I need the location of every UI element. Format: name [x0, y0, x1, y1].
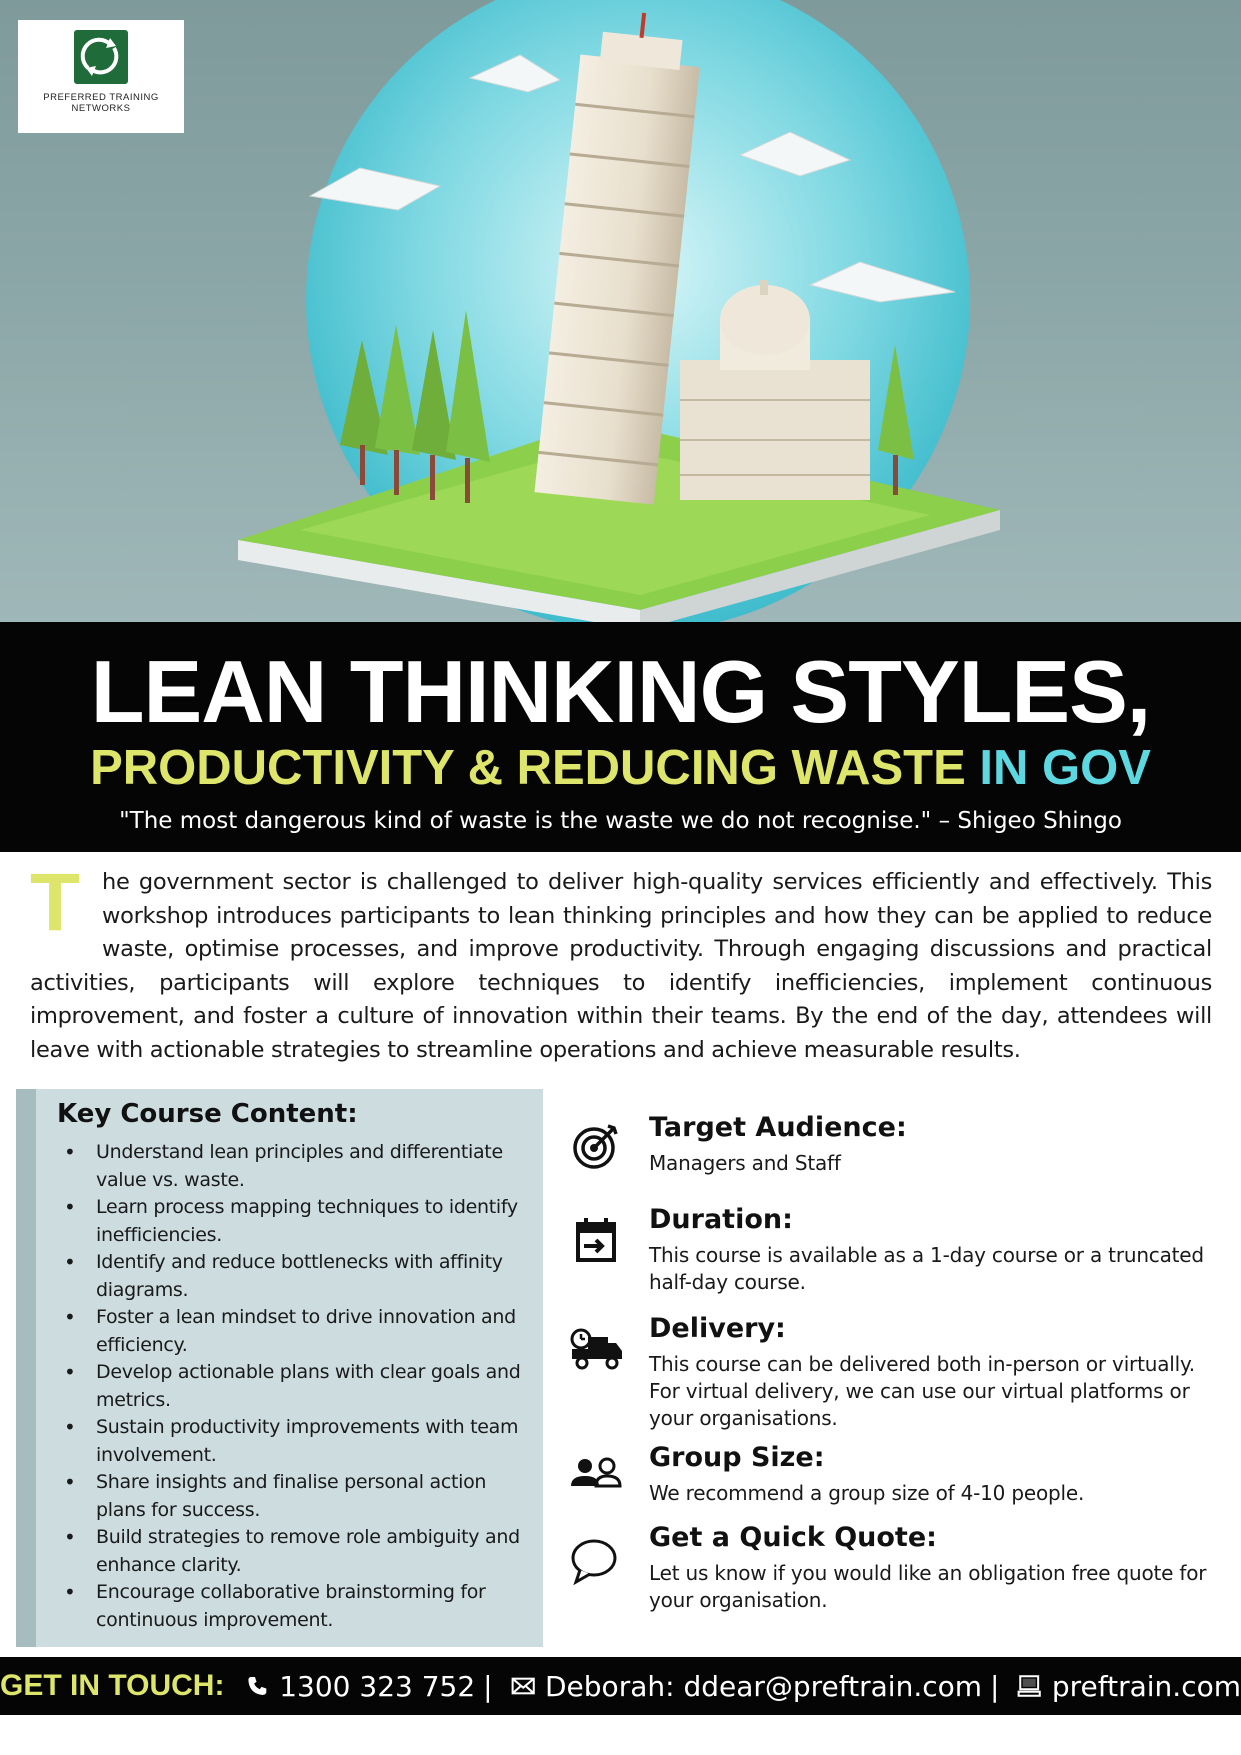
audience-text: Managers and Staff — [649, 1151, 841, 1175]
logo-arrows-icon — [74, 30, 128, 84]
quick-quote-text: Let us know if you would like an obligation free quote for your organisation. — [649, 1561, 1207, 1612]
email-contact[interactable]: Deborah: ddear@preftrain.com — [545, 1669, 983, 1703]
duration-title: Duration: — [649, 1204, 793, 1235]
quick-quote-title: Get a Quick Quote: — [649, 1522, 937, 1553]
phone-number[interactable]: 1300 323 752 — [279, 1669, 476, 1703]
drop-cap: T — [30, 857, 80, 948]
list-item: • Encourage collaborative brainstorming for continuous improvement. — [51, 1579, 531, 1634]
audience-title: Target Audience: — [649, 1112, 907, 1143]
list-item: • Develop actionable plans with clear goals and metrics. — [51, 1359, 531, 1414]
speech-bubble-icon — [568, 1532, 624, 1588]
intro-paragraph — [30, 857, 1212, 1067]
title-line-1: LEAN THINKING STYLES, — [90, 642, 1151, 741]
email-icon — [511, 1674, 535, 1698]
key-content-list — [51, 1139, 531, 1634]
phone-icon — [246, 1672, 269, 1700]
key-course-content-box — [16, 1089, 543, 1647]
list-item: • Sustain productivity improvements with team involvement. — [51, 1414, 531, 1469]
title-line-2 — [0, 740, 1241, 796]
title-band — [0, 622, 1241, 852]
leaning-tower-illustration — [0, 0, 1241, 622]
key-content-title: Key Course Content: — [57, 1099, 358, 1129]
shingo-quote: "The most dangerous kind of waste is the waste we do not recognise." – Shigeo Shingo — [119, 808, 1122, 834]
title-line-2-main: PRODUCTIVITY & REDUCING WASTE — [90, 741, 966, 795]
title-line-2-accent: IN GOV — [979, 741, 1151, 795]
list-item: • Understand lean principles and differentiate value vs. waste. — [51, 1139, 531, 1194]
website-link[interactable]: preftrain.com — [1051, 1669, 1241, 1703]
computer-icon — [1017, 1671, 1041, 1701]
logo-text: PREFERRED TRAINING NETWORKS — [43, 92, 159, 114]
separator: | — [483, 1669, 493, 1703]
delivery-text: This course can be delivered both in-person or virtually. For virtual delivery, we can use our virtual platforms or your organisations. — [649, 1352, 1195, 1430]
hero-banner — [0, 0, 1241, 622]
box-stripe — [16, 1089, 36, 1647]
group-size-text: We recommend a group size of 4-10 people. — [649, 1481, 1085, 1505]
list-item: • Identify and reduce bottlenecks with affinity diagrams. — [51, 1249, 531, 1304]
separator: | — [990, 1669, 1000, 1703]
target-icon — [568, 1118, 624, 1174]
calendar-icon — [568, 1212, 624, 1268]
list-item: • Share insights and finalise personal action plans for success. — [51, 1469, 531, 1524]
intro-text: he government sector is challenged to deliver high-quality services efficiently and effectively. This workshop introduces participants to lean thinking principles and how they can be applied to reduce waste, optimise processes, and improve productivity. Through engaging discussions and practical activities, participants will explore techniques to identify inefficiencies, implement continuous improvement, and foster a culture of innovation within their teams. By the end of the day, attendees will leave with actionable strategies to streamline operations and achieve measurable results. — [30, 869, 1212, 1063]
delivery-truck-icon — [568, 1321, 624, 1377]
list-item: • Learn process mapping techniques to identify inefficiencies. — [51, 1194, 531, 1249]
group-size-title: Group Size: — [649, 1442, 825, 1473]
list-item: • Foster a lean mindset to drive innovation and efficiency. — [51, 1304, 531, 1359]
duration-text: This course is available as a 1-day course or a truncated half-day course. — [649, 1243, 1204, 1294]
company-logo[interactable] — [18, 20, 184, 133]
delivery-title: Delivery: — [649, 1313, 786, 1344]
get-in-touch-label: GET IN TOUCH: — [0, 1669, 225, 1702]
contact-footer — [0, 1657, 1241, 1715]
list-item: • Build strategies to remove role ambiguity and enhance clarity. — [51, 1524, 531, 1579]
people-icon — [568, 1446, 624, 1502]
